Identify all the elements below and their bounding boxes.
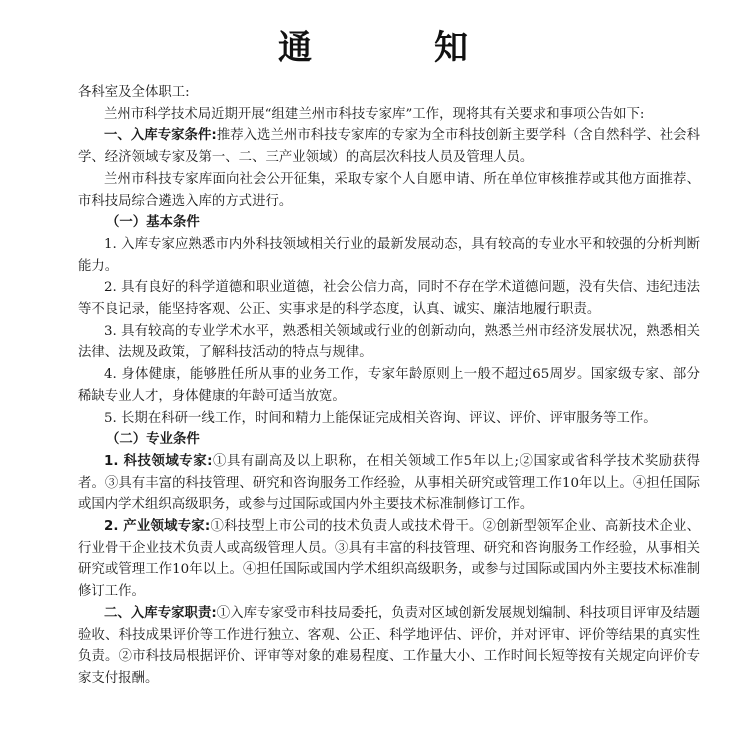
- basic-conditions-heading: （一）基本条件: [106, 215, 200, 231]
- salutation: 各科室及全体职工:: [78, 85, 190, 100]
- condition-lead: 2. 产业领域专家:: [104, 519, 211, 535]
- section-heading: 一、入库专家条件:: [104, 128, 217, 144]
- basic-condition-item: 4. 身体健康，能够胜任所从事的业务工作，专家年龄原则上一般不超过65周岁。国家级专家、部分稀缺专业人才，身体健康的年龄可适当放宽。: [78, 367, 700, 404]
- professional-condition-tech: [78, 451, 700, 516]
- basic-condition-item: 5. 长期在科研一线工作，时间和精力上能保证完成相关咨询、评议、评价、评审服务等工作。: [104, 410, 657, 426]
- notice-body: [78, 82, 700, 690]
- section-entry-conditions: [78, 125, 700, 168]
- condition-text: ①具有副高及以上职称，在相关领域工作5年以上;②国家或省科学技术奖励获得者。③具有丰富的科技管理、研究和咨询服务工作经验，从事相关研究或管理工作10年以上。④担任国际或国内学术组织高级职务，或参与过国际或国内外主要技术标准制修订工作。: [78, 453, 701, 513]
- section-heading: 二、入库专家职责:: [104, 605, 217, 621]
- basic-condition-item: 3. 具有较高的专业学术水平，熟悉相关领域或行业的创新动向，熟悉兰州市经济发展状况，熟悉相关法律、法规及政策，了解科技活动的特点与规律。: [78, 323, 700, 361]
- condition-text: ①科技型上市公司的技术负责人或技术骨干。②创新型领军企业、高新技术企业、行业骨干企业技术负责人或高级管理人员。③具有丰富的科技管理、研究和咨询服务工作经验，从事相关研究或管理工作10年以上。④担任国际或国内学术组织高级职务，或参与过国际或国内外主要技术标准制修订工作。: [78, 519, 701, 600]
- section-expert-duties: [78, 603, 700, 690]
- condition-lead: 1. 科技领域专家:: [104, 453, 213, 469]
- page-title: 通 知: [278, 28, 512, 68]
- collection-paragraph: 兰州市科技专家库面向社会公开征集，采取专家个人自愿申请、所在单位审核推荐或其他方面推荐、市科技局综合遴选入库的方式进行。: [78, 171, 700, 209]
- professional-condition-industry: [78, 516, 700, 603]
- basic-condition-item: 2. 具有良好的科学道德和职业道德，社会公信力高，同时不存在学术道德问题，没有失信、违纪违法等不良记录，能坚持客观、公正、实事求是的科学态度，认真、诚实、廉洁地履行职责。: [78, 280, 700, 318]
- intro-paragraph: 兰州市科学技术局近期开展“组建兰州市科技专家库”工作，现将其有关要求和事项公告如下:: [104, 106, 645, 122]
- section-text: ①入库专家受市科技局委托，负责对区域创新发展规划编制、科技项目评审及结题验收、科技成果评价等工作进行独立、客观、公正、科学地评估、评价，并对评审、评价等结果的真实性负责。②市科技局根据评价、评审等对象的难易程度、工作量大小、工作时间长短等按有关规定向评价专家支付报酬。: [78, 605, 700, 686]
- section-text: 推荐入选兰州市科技专家库的专家为全市科技创新主要学科（含自然科学、社会科学、经济领域专家及第一、二、三产业领域）的高层次科技人员及管理人员。: [78, 128, 700, 166]
- basic-condition-item: 1. 入库专家应熟悉市内外科技领域相关行业的最新发展动态，具有较高的专业水平和较强的分析判断能力。: [78, 236, 700, 274]
- professional-conditions-heading: （二）专业条件: [106, 432, 200, 448]
